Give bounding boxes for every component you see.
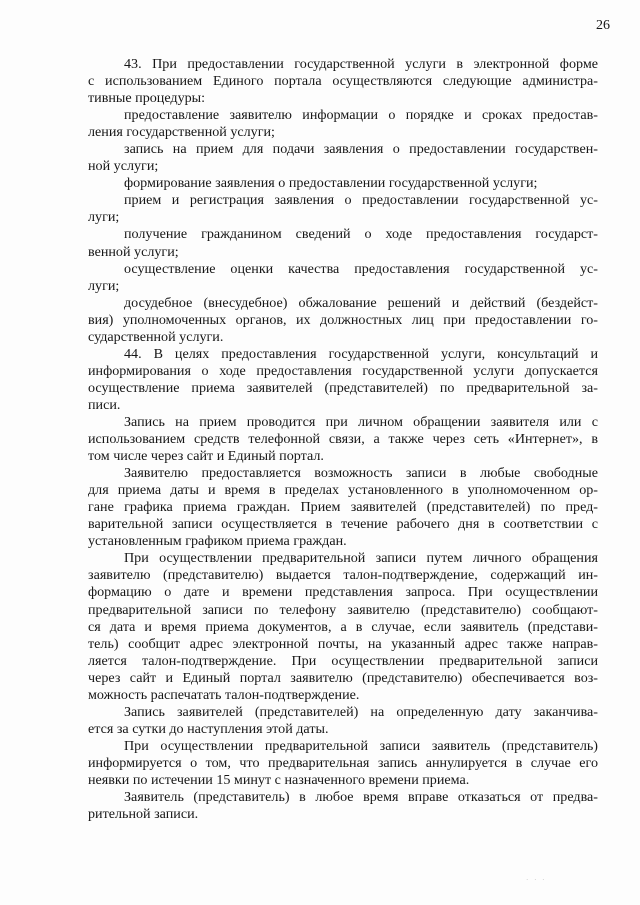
- text-line: луги;: [88, 209, 120, 226]
- text-line: ной услуги;: [88, 158, 159, 175]
- text-line: венной услуги;: [88, 243, 179, 260]
- text-line: При осуществлении предварительной записи заявитель (представитель): [124, 737, 598, 754]
- scan-specks: · · ·: [526, 876, 547, 884]
- text-line: рительной записи.: [88, 806, 199, 823]
- paragraph: [88, 261, 598, 295]
- text-line: осуществление оценки качества предоставления государственной ус-: [124, 260, 598, 277]
- text-line: том числе через сайт и Единый портал.: [88, 448, 324, 465]
- text-line: ется за сутки до наступления этой даты.: [88, 720, 329, 737]
- text-line: При осуществлении предварительной записи путем личного обращения: [124, 550, 598, 567]
- text-line: писи.: [88, 396, 121, 413]
- paragraph: [88, 295, 598, 346]
- paragraph: [88, 465, 598, 550]
- text-line: запись на прием для подачи заявления о предоставлении государствен-: [124, 141, 598, 158]
- text-line: заявителю (представителю) выдается талон-подтверждение, содержащий ин-: [88, 567, 598, 584]
- paragraph: [88, 56, 598, 107]
- text-line: сударственной услуги.: [88, 328, 224, 345]
- text-line: ся дата и время приема документов, а в случае, если заявитель (представи-: [88, 618, 598, 635]
- text-line: Заявитель (представитель) в любое время вправе отказаться от предва-: [124, 789, 598, 806]
- paragraph: [88, 414, 598, 465]
- paragraph: [88, 789, 598, 823]
- text-line: прием и регистрация заявления о предоставлении государственной ус-: [124, 192, 598, 209]
- paragraph: [88, 175, 598, 192]
- text-line: досудебное (внесудебное) обжалование решений и действий (бездейст-: [124, 294, 598, 311]
- text-line: луги;: [88, 277, 120, 294]
- text-line: информирования о ходе предоставления государственной услуги допускается: [88, 362, 598, 379]
- text-line: тель) сообщит адрес электронной почты, на указанный адрес также направ-: [88, 635, 598, 652]
- text-line: ляется талон-подтверждение. При осуществлении предварительной записи: [88, 652, 598, 669]
- paragraph: [88, 346, 598, 414]
- text-line: для приема даты и время в пределах установленного в уполномоченном ор-: [88, 482, 598, 499]
- text-line: с использованием Единого портала осуществляются следующие администра-: [88, 73, 598, 90]
- text-line: информируется о том, что предварительная запись аннулируется в случае его: [88, 754, 598, 771]
- document-body: [88, 56, 598, 823]
- paragraph: [88, 141, 598, 175]
- text-line: Заявителю предоставляется возможность записи в любые свободные: [124, 465, 598, 482]
- text-line: использованием средств телефонной связи, а также через сеть «Интернет», в: [88, 431, 598, 448]
- paragraph: [88, 738, 598, 789]
- text-line: тивные процедуры:: [88, 90, 206, 107]
- text-line: вия) уполномоченных органов, их должностных лиц при предоставлении го-: [88, 311, 598, 328]
- paragraph: [88, 550, 598, 703]
- text-line: можность распечатать талон-подтверждение.: [88, 686, 360, 703]
- text-line: 43. При предоставлении государственной услуги в электронной форме: [124, 56, 598, 72]
- text-line: предварительной записи по телефону заявителю (представителю) сообщают-: [88, 601, 598, 618]
- text-line: через сайт и Единый портал заявителю (представителю) обеспечивается воз-: [88, 669, 598, 686]
- text-line: гане графика приема граждан. Прием заявителей (представителей) по пред-: [88, 499, 598, 516]
- paragraph: [88, 107, 598, 141]
- text-line: формацию о дате и времени представления запроса. При осуществлении: [88, 584, 598, 601]
- text-line: неявки по истечении 15 минут с назначенного времени приема.: [88, 771, 470, 788]
- text-line: установленным графиком приема граждан.: [88, 533, 347, 550]
- paragraph: [88, 226, 598, 260]
- text-line: Запись на прием проводится при личном обращении заявителя или с: [124, 413, 598, 430]
- text-line: формирование заявления о предоставлении государственной услуги;: [124, 175, 538, 192]
- text-line: получение гражданином сведений о ходе предоставления государст-: [124, 226, 598, 243]
- text-line: Запись заявителей (представителей) на определенную дату заканчива-: [124, 703, 598, 720]
- text-line: осуществление приема заявителей (представителей) по предварительной за-: [88, 379, 598, 396]
- page-number: 26: [596, 18, 610, 33]
- text-line: 44. В целях предоставления государственной услуги, консультаций и: [124, 345, 598, 362]
- text-line: варительной записи осуществляется в течение рабочего дня в соответствии с: [88, 516, 598, 533]
- paragraph: [88, 704, 598, 738]
- paragraph: [88, 192, 598, 226]
- text-line: ления государственной услуги;: [88, 124, 275, 141]
- text-line: предоставление заявителю информации о порядке и сроках предостав-: [124, 107, 598, 124]
